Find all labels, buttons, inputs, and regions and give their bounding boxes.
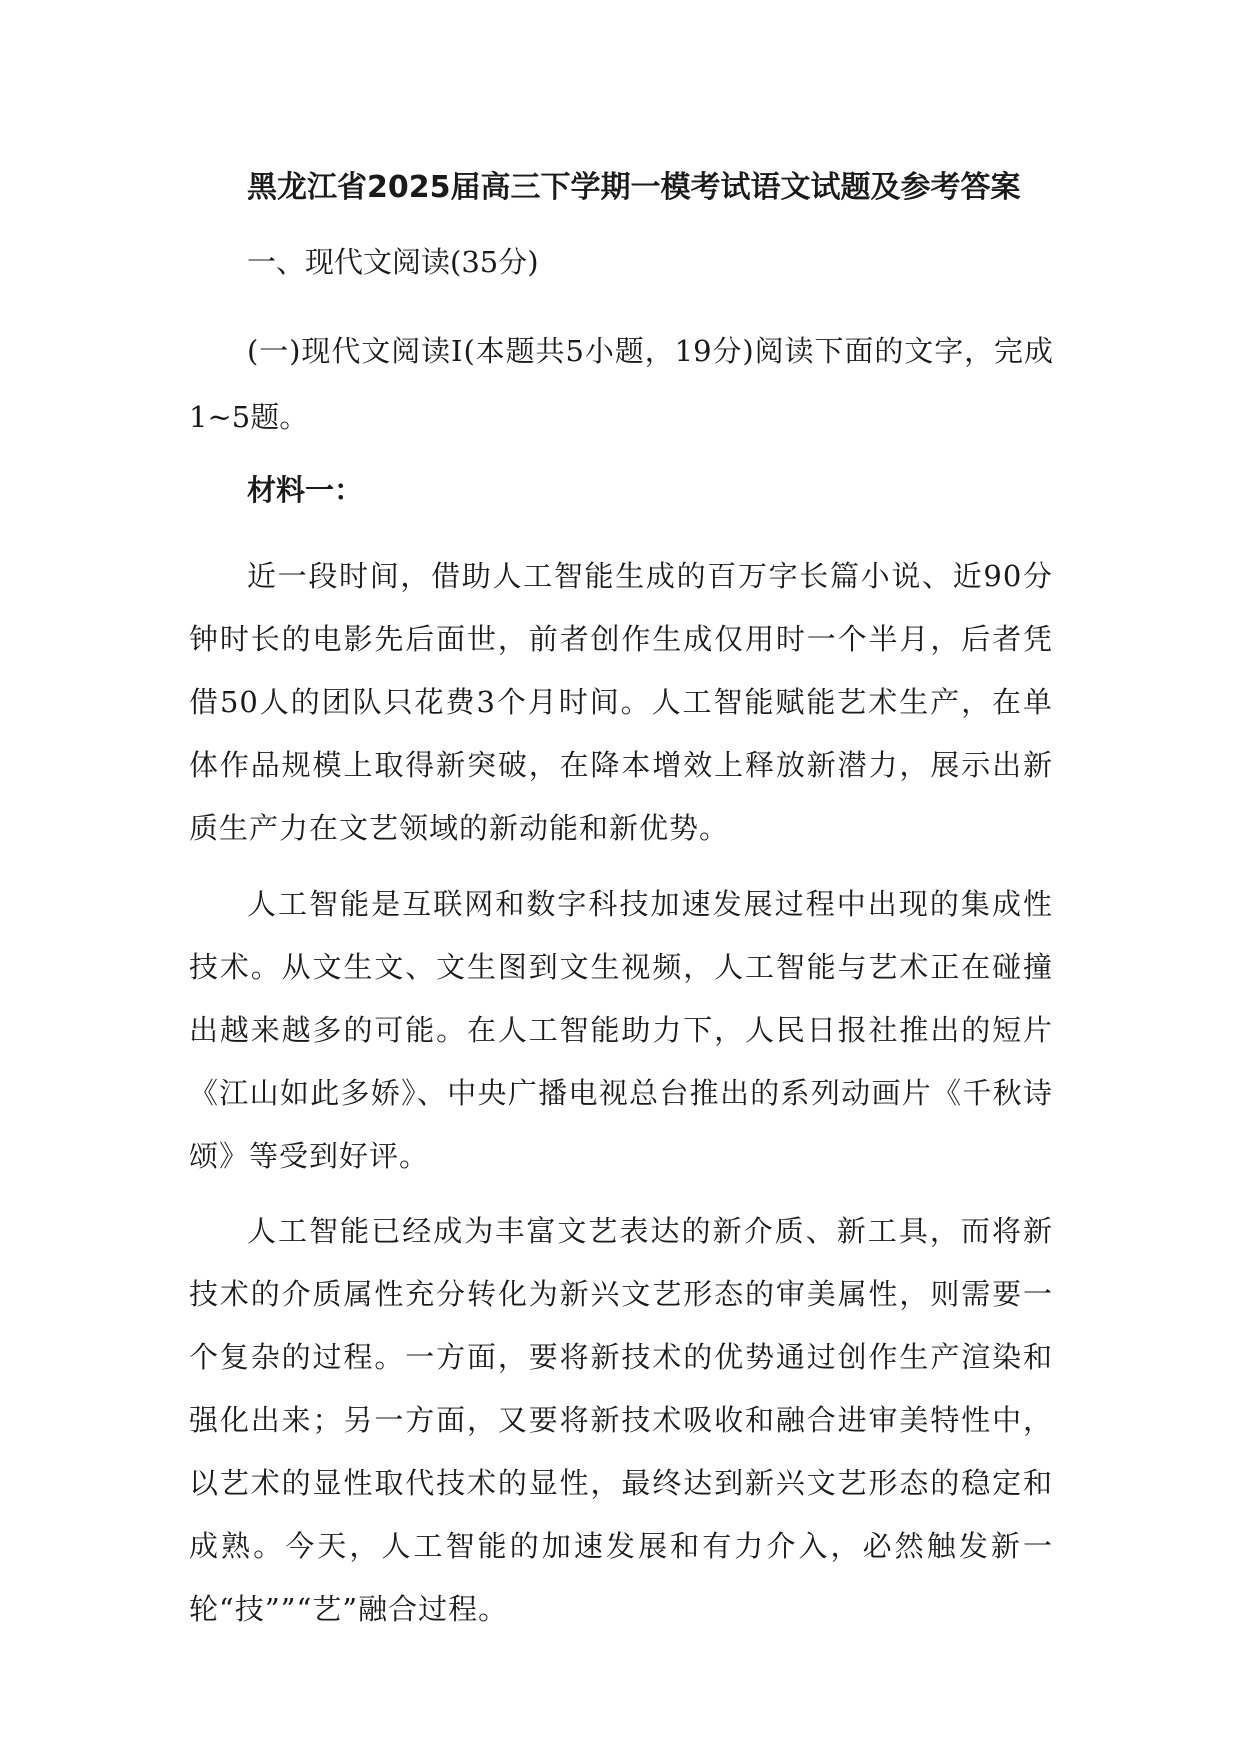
paragraph-1: 近一段时间，借助人工智能生成的百万字长篇小说、近90分钟时长的电影先后面世，前者创作生成仅用时一个半月，后者凭借50人的团队只花费3个月时间。人工智能赋能艺术生产，在单体作品规模上取得新突破，在降本增效上释放新潜力，展示出新质生产力在文艺领域的新动能和新优势。 xyxy=(189,559,1053,845)
paragraph-2: 人工智能是互联网和数字科技加速发展过程中出现的集成性技术。从文生文、文生图到文生视频，人工智能与艺术正在碰撞出越来越多的可能。在人工智能助力下，人民日报社推出的短片《江山如此多娇》、中央广播电视总台推出的系列动画片《千秋诗颂》等受到好评。 xyxy=(189,887,1053,1173)
paragraph-3: 人工智能已经成为丰富文艺表达的新介质、新工具，而将新技术的介质属性充分转化为新兴文艺形态的审美属性，则需要一个复杂的过程。一方面，要将新技术的优势通过创作生产渲染和强化出来；另一方面，又要将新技术吸收和融合进审美特性中，以艺术的显性取代技术的显性，最终达到新兴文艺形态的稳定和成熟。今天，人工智能的加速发展和有力介入，必然触发新一轮“技””“艺”融合过程。 xyxy=(189,1214,1053,1626)
section-heading: 一、现代文阅读(35分) xyxy=(247,245,539,279)
material-label: 材料一： xyxy=(247,473,364,507)
document-title: 黑龙江省2025届高三下学期一模考试语文试题及参考答案 xyxy=(247,170,1021,205)
question-intro: (一)现代文阅读Ⅰ(本题共5小题，19分)阅读下面的文字，完成1~5题。 xyxy=(189,334,1053,434)
